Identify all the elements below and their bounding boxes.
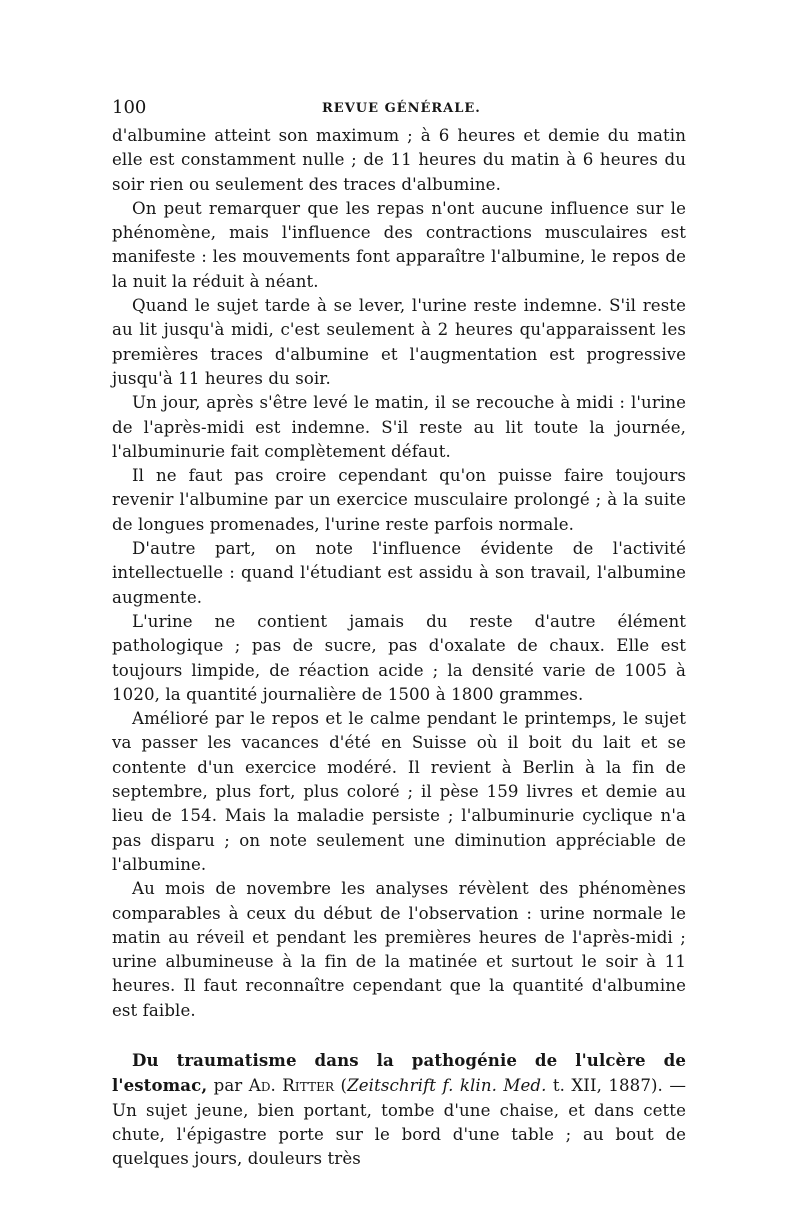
page-number: 100 — [112, 97, 147, 118]
paragraph-3: Quand le sujet tarde à se lever, l'urine reste indemne. S'il reste au lit jusqu'à midi, c'est seulement à 2 heures qu'apparaissent les premières traces d'albumine et l'augmentation est progressive jusqu'à 11 heures du soir. — [112, 296, 686, 388]
article-citation: t. XII, 1887). — — [546, 1076, 687, 1096]
page-header — [112, 96, 686, 120]
article-author: Ad. Ritter — [248, 1076, 335, 1096]
paragraph-7: L'urine ne contient jamais du reste d'autre élément pathologique ; pas de sucre, pas d'oxalate de chaux. Elle est toujours limpide, de réaction acide ; la densité varie de 1005 à 1020, la quantité journalière de 1500 à 1800 grammes. — [112, 611, 686, 704]
paragraph-9: Au mois de novembre les analyses révèlent des phénomènes comparables à ceux du début de l'observation : urine normale le matin au réveil et pendant les premières heures de l'après-midi ; urine albumineuse à la fin de la matinée et surtout le soir à 11 heures. Il faut reconnaître cependant que la quantité d'albumine est faible. — [112, 879, 686, 1020]
article-open-paren: ( — [334, 1076, 348, 1096]
article-abstract — [112, 1048, 686, 1171]
document-page — [112, 96, 686, 1171]
paragraph-2: On peut remarquer que les repas n'ont aucune influence sur le phénomène, mais l'influence des contractions musculaires est manifeste : les mouvements font apparaître l'albumine, le repos de la nuit la réduit à néant. — [112, 198, 686, 291]
paragraph-4: Un jour, après s'être levé le matin, il se recouche à midi : l'urine de l'après-midi est indemne. S'il reste au lit toute la journée, l'albuminurie fait complètement défaut. — [112, 393, 686, 461]
article-text: Un sujet jeune, bien portant, tombe d'une chaise, et dans cette chute, l'épigastre porte sur le bord d'une table ; au bout de quelques jours, douleurs très — [112, 1100, 686, 1169]
paragraph-5: Il ne faut pas croire cependant qu'on puisse faire toujours revenir l'albumine par un exercice musculaire prolongé ; à la suite de longues promenades, l'urine reste parfois normale. — [112, 466, 686, 534]
article-title: Du traumatisme dans la pathogénie de l'ulcère de l'estomac, — [112, 1049, 686, 1096]
section-gap — [112, 1023, 686, 1048]
paragraph-6: D'autre part, on note l'influence évidente de l'activité intellectuelle : quand l'étudiant est assidu à son travail, l'albumine augmente. — [112, 539, 686, 607]
article-journal: Zeitschrift f. klin. Med. — [347, 1076, 547, 1096]
paragraph-8: Amélioré par le repos et le calme pendant le printemps, le sujet va passer les vacances d'été en Suisse où il boit du lait et se contente d'un exercice modéré. Il revient à Berlin à la fin de septembre, plus fort, plus coloré ; il pèse 159 livres et demie au lieu de 154. Mais la maladie persiste ; l'albuminurie cyclique n'a pas disparu ; on note seulement une diminution appréciable de l'albumine. — [112, 709, 686, 874]
article-by: par — [207, 1076, 249, 1096]
paragraph-1: d'albumine atteint son maximum ; à 6 heures et demie du matin elle est constamment nulle ; de 11 heures du matin à 6 heures du soir rien ou seulement des traces d'albumine. — [112, 126, 686, 194]
running-head: REVUE GÉNÉRALE. — [322, 101, 481, 116]
